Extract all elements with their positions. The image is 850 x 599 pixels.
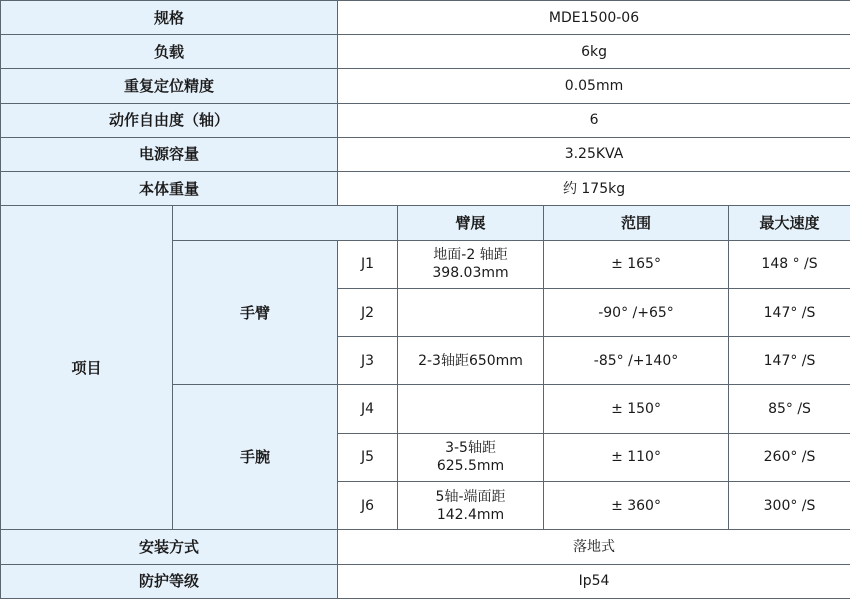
joint-speed: 147° /S bbox=[729, 288, 850, 336]
item-section-label: 项目 bbox=[1, 206, 173, 530]
joint-id: J5 bbox=[338, 433, 398, 481]
row-value: 6kg bbox=[338, 35, 850, 69]
joint-speed: 300° /S bbox=[729, 482, 850, 530]
joint-reach bbox=[398, 288, 544, 336]
header-max-speed: 最大速度 bbox=[729, 206, 850, 240]
row-label: 负载 bbox=[1, 35, 338, 69]
joint-speed: 148 ° /S bbox=[729, 240, 850, 288]
header-reach: 臂展 bbox=[398, 206, 544, 240]
joint-speed: 260° /S bbox=[729, 433, 850, 481]
header-range: 范围 bbox=[544, 206, 729, 240]
row-value: MDE1500-06 bbox=[338, 1, 850, 35]
spec-row-power bbox=[1, 137, 850, 171]
spec-row-axes bbox=[1, 103, 850, 137]
row-label: 规格 bbox=[1, 1, 338, 35]
row-label: 重复定位精度 bbox=[1, 69, 338, 103]
spec-row-payload bbox=[1, 35, 850, 69]
joint-id: J4 bbox=[338, 385, 398, 433]
spec-row-weight bbox=[1, 172, 850, 206]
row-value: Ip54 bbox=[338, 564, 850, 598]
row-label: 电源容量 bbox=[1, 137, 338, 171]
joint-reach: 5轴-端面距 142.4mm bbox=[398, 482, 544, 530]
joint-header-row bbox=[1, 206, 850, 240]
joint-range: -90° /+65° bbox=[544, 288, 729, 336]
joint-speed: 147° /S bbox=[729, 337, 850, 385]
row-value: 6 bbox=[338, 103, 850, 137]
header-blank-cell bbox=[173, 206, 398, 240]
row-label: 本体重量 bbox=[1, 172, 338, 206]
joint-id: J2 bbox=[338, 288, 398, 336]
joint-reach: 3-5轴距 625.5mm bbox=[398, 433, 544, 481]
joint-id: J3 bbox=[338, 337, 398, 385]
joint-range: -85° /+140° bbox=[544, 337, 729, 385]
joint-range: ± 150° bbox=[544, 385, 729, 433]
row-label: 安装方式 bbox=[1, 530, 338, 564]
joint-reach bbox=[398, 385, 544, 433]
row-value: 0.05mm bbox=[338, 69, 850, 103]
group-label-arm: 手臂 bbox=[173, 240, 338, 385]
group-label-wrist: 手腕 bbox=[173, 385, 338, 530]
spec-row-protection bbox=[1, 564, 850, 598]
joint-id: J6 bbox=[338, 482, 398, 530]
spec-row-repeatability bbox=[1, 69, 850, 103]
row-label: 动作自由度（轴） bbox=[1, 103, 338, 137]
joint-id: J1 bbox=[338, 240, 398, 288]
row-value: 约 175kg bbox=[338, 172, 850, 206]
row-label: 防护等级 bbox=[1, 564, 338, 598]
joint-range: ± 360° bbox=[544, 482, 729, 530]
joint-reach: 地面-2 轴距 398.03mm bbox=[398, 240, 544, 288]
row-value: 3.25KVA bbox=[338, 137, 850, 171]
joint-range: ± 110° bbox=[544, 433, 729, 481]
joint-range: ± 165° bbox=[544, 240, 729, 288]
spec-row-model bbox=[1, 1, 850, 35]
row-value: 落地式 bbox=[338, 530, 850, 564]
spec-row-mounting bbox=[1, 530, 850, 564]
joint-reach: 2-3轴距650mm bbox=[398, 337, 544, 385]
joint-speed: 85° /S bbox=[729, 385, 850, 433]
